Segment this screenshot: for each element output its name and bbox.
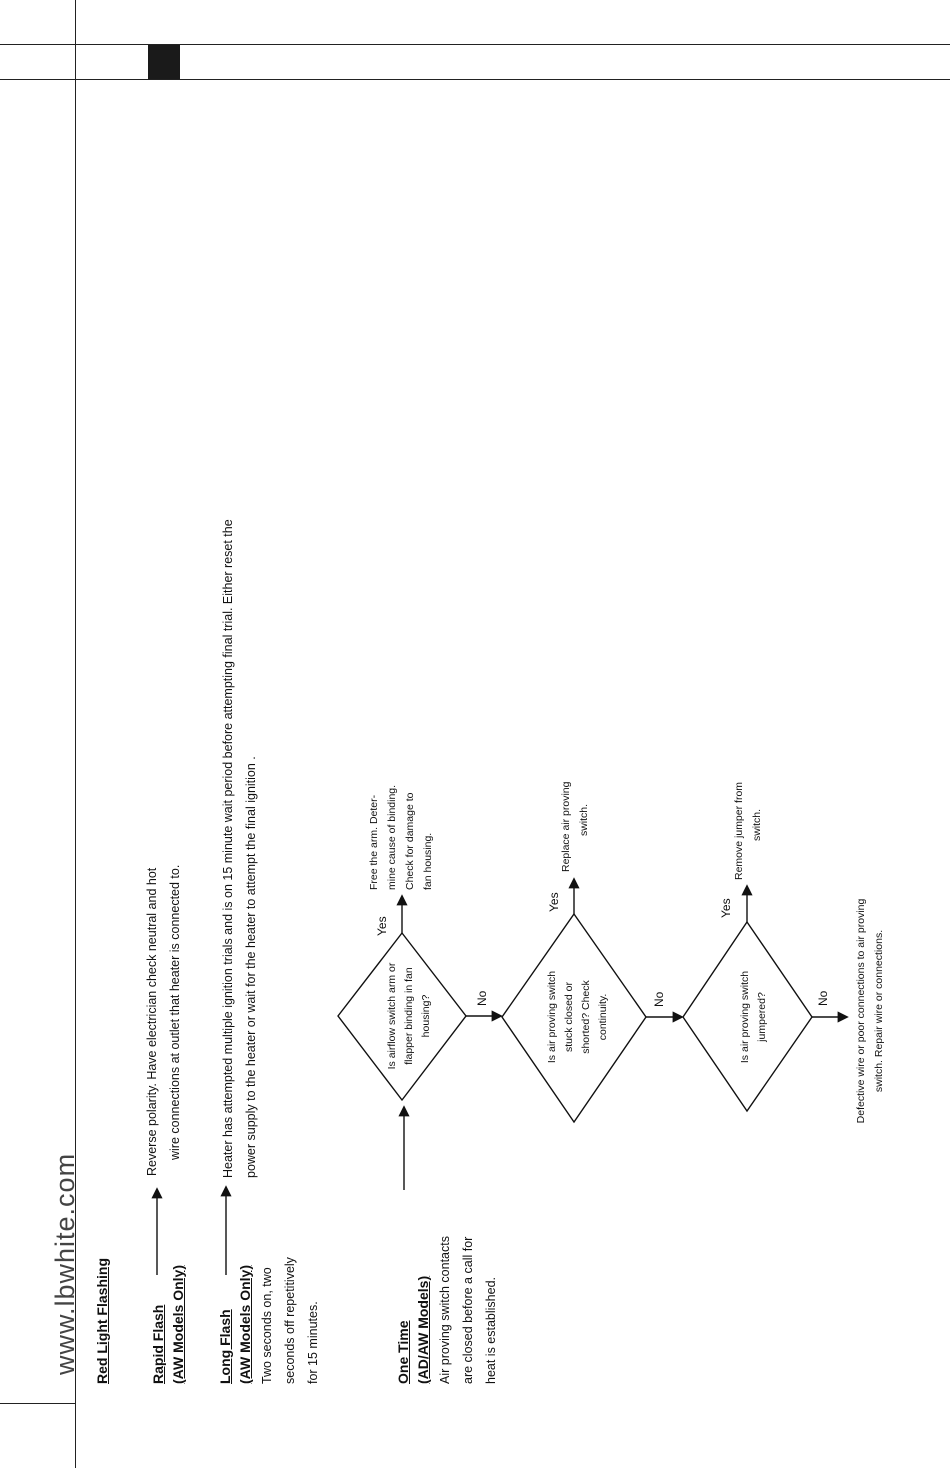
q3-line-2: jumpered? <box>756 992 768 1042</box>
one-time-desc-3: heat is established. <box>484 1276 498 1384</box>
q2-line-4: continuity. <box>597 993 609 1041</box>
long-flash-title: Long Flash <box>217 1309 233 1384</box>
a2-line-1: Replace air proving <box>560 781 572 872</box>
q1-yes-label: Yes <box>375 916 389 936</box>
one-time-subtitle: (AD/AW Models) <box>415 1275 431 1384</box>
a3-line-2: switch. <box>751 808 763 842</box>
q2-no-label: No <box>652 991 666 1007</box>
long-flash-desc-2: seconds off repetitively <box>283 1257 297 1384</box>
a1-line-1: Free the arm. Deter- <box>368 794 380 890</box>
q2-yes-label: Yes <box>547 892 561 912</box>
q3-yes-label: Yes <box>719 898 733 918</box>
one-time-desc-2: are closed before a call for <box>461 1236 475 1384</box>
long-flash-remedy-2: power supply to the heater or wait for the heater to attempt the final ignition . <box>244 756 258 1178</box>
rapid-flash-remedy-2: wire connections at outlet that heater is connected to. <box>168 864 182 1160</box>
q3-line-1: Is air proving switch <box>739 970 751 1064</box>
final-line-2: switch. Repair wire or connections. <box>873 929 885 1093</box>
q1-no-label: No <box>475 990 489 1006</box>
long-flash-subtitle: (AW Models Only) <box>237 1265 253 1384</box>
site-url: www.lbwhite.com <box>50 1152 80 1375</box>
q1-line-2: flapper binding in fan <box>403 967 415 1065</box>
section-title: Red Light Flashing <box>94 1258 110 1384</box>
rapid-flash-subtitle: (AW Models Only) <box>170 1265 186 1384</box>
final-line-1: Defective wire or poor connections to air proving <box>855 898 867 1124</box>
a2-line-2: switch. <box>578 803 590 837</box>
one-time-title: One Time <box>395 1320 411 1384</box>
a1-line-4: fan housing. <box>422 832 434 890</box>
a1-line-2: mine cause of binding. <box>386 784 398 890</box>
rapid-flash-remedy-1: Reverse polarity. Have electrician check neutral and hot <box>145 867 159 1176</box>
q2-line-2: stuck closed or <box>563 981 575 1053</box>
one-time-desc-1: Air proving switch contacts <box>438 1236 452 1384</box>
rapid-flash-title: Rapid Flash <box>150 1304 166 1384</box>
long-flash-desc-1: Two seconds on, two <box>260 1267 274 1384</box>
q2-line-1: Is air proving switch <box>546 970 558 1064</box>
long-flash-remedy-1: Heater has attempted multiple ignition trials and is on 15 minute wait period before attempting final trial. Either reset the <box>221 519 235 1178</box>
a3-line-1: Remove jumper from <box>733 781 745 880</box>
q1-line-1: Is airflow switch arm or <box>386 962 398 1070</box>
a1-line-3: Check for damage to <box>404 792 416 890</box>
q1-line-3: housing? <box>420 994 432 1038</box>
q3-no-label: No <box>816 990 830 1006</box>
long-flash-desc-3: for 15 minutes. <box>306 1301 320 1384</box>
q2-line-3: shorted? Check <box>580 980 592 1054</box>
